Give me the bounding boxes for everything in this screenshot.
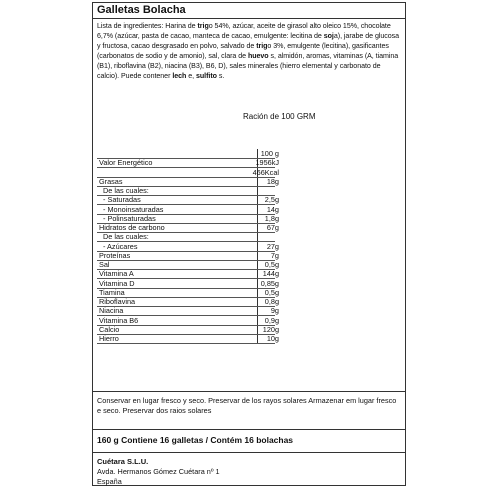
- nutrient-label: Vitamina A: [99, 269, 134, 279]
- allergen-text: soj: [323, 32, 334, 40]
- nutrient-label: De las cuales:: [103, 232, 149, 242]
- allergen-text: trig: [197, 22, 209, 30]
- ingredient-text: o 54%, azúcar, aceite de girasol alto oleico 15%, chocolate 6,7% (azúcar, pasta de cacao, manteca de cacao, emulgente: lecitina de: [97, 22, 391, 40]
- nutrient-value: 0,5g: [264, 260, 279, 269]
- nutrient-value: 0,8g: [264, 297, 279, 306]
- nutrient-value: 0,85g: [260, 278, 279, 288]
- company-address-line: Avda. Hermanos Gómez Cuétara nº 1: [97, 467, 220, 476]
- nutrient-value: 67g: [266, 223, 279, 232]
- nutrient-value: 18g: [266, 176, 279, 186]
- ingredient-text: s.: [216, 72, 225, 80]
- allergen-text: lech: [172, 72, 187, 80]
- allergen-text: huevo: [247, 52, 269, 60]
- nutrition-row-divider: [97, 343, 275, 344]
- nutrient-value: 10g: [266, 334, 279, 343]
- ingredient-text: o 3%, emulgente (lecitina), gasificantes (carbonatos de sodio y de amonio), sal, clara de: [97, 42, 389, 60]
- nutrient-value: 2,5g: [264, 195, 279, 205]
- company-name: Cuétara S.L.U.: [97, 457, 149, 466]
- nutrient-value: 7g: [270, 250, 279, 260]
- net-weight: 160 g Contiene 16 galletas / Contém 16 bolachas: [97, 435, 294, 445]
- nutrient-label: Riboflavina: [99, 297, 136, 306]
- nutrient-label: Hidratos de carbono: [99, 223, 165, 232]
- nutrient-label: Sal: [99, 260, 110, 269]
- label-box: [92, 2, 406, 486]
- nutrient-value: 144g: [262, 269, 279, 279]
- nutrient-label: Tiamina: [99, 287, 125, 297]
- nutrient-label: Hierro: [99, 334, 119, 343]
- allergen-text: sulfito: [195, 72, 217, 80]
- nutrient-value: 120g: [262, 324, 279, 334]
- nutrient-value: 14g: [266, 204, 279, 214]
- ingredients-text: [97, 21, 401, 81]
- nutrient-value: 1,8g: [264, 213, 279, 223]
- company-top-divider: [93, 452, 405, 453]
- nutrient-value: 1956kJ: [255, 158, 279, 168]
- nutrient-label: Calcio: [99, 324, 120, 334]
- storage-text: Conservar en lugar fresco y seco. Preservar de los rayos solares Armazenar em lugar fresco e seco. Preservar dos raios solares: [97, 396, 397, 415]
- nutrient-value: 0,9g: [264, 315, 279, 325]
- ingredient-text: s, almidón, aromas, vitaminas (A, tiamina (B1), riboflavina (B2), niacina (B3), B6, D), sales minerales (hierro elemental y carbonato de calcio). Puede contener: [97, 52, 399, 80]
- nutrient-label: - Azúcares: [103, 241, 138, 251]
- ration-label: Ración de 100 GRM: [243, 112, 316, 121]
- nutrient-value: 27g: [266, 241, 279, 251]
- nutrient-label: - Saturadas: [103, 195, 141, 205]
- nutrient-value: 466Kcal: [252, 167, 279, 177]
- weight-top-divider: [93, 429, 405, 430]
- ingredient-text: e,: [186, 72, 196, 80]
- ingredient-text: a), jarabe de glucosa y fructosa, cacao desgrasado en polvo, salvado de: [97, 32, 400, 50]
- nutrient-label: De las cuales:: [103, 186, 149, 195]
- nutrient-value: 9g: [270, 306, 279, 316]
- nutrient-label: Vitamina B6: [99, 315, 139, 325]
- nutrient-value: 100 g: [260, 149, 279, 158]
- product-title: Galletas Bolacha: [97, 4, 186, 16]
- nutrient-label: - Polinsaturadas: [103, 213, 156, 223]
- nutrient-label: - Monoinsaturadas: [103, 204, 164, 214]
- nutrient-label: Niacina: [99, 306, 124, 316]
- nutrient-value: 0,5g: [264, 287, 279, 297]
- allergen-text: trig: [256, 42, 268, 50]
- nutrient-label: Grasas: [99, 176, 123, 186]
- ingredient-text: Lista de ingredientes: Harina de: [97, 22, 198, 30]
- nutrient-label: Valor Energético: [99, 158, 153, 168]
- storage-top-divider: [93, 391, 405, 392]
- company-address-country: España: [97, 477, 122, 486]
- nutrient-label: Proteínas: [99, 250, 131, 260]
- nutrient-label: Vitamina D: [99, 278, 135, 288]
- title-divider: [93, 18, 405, 19]
